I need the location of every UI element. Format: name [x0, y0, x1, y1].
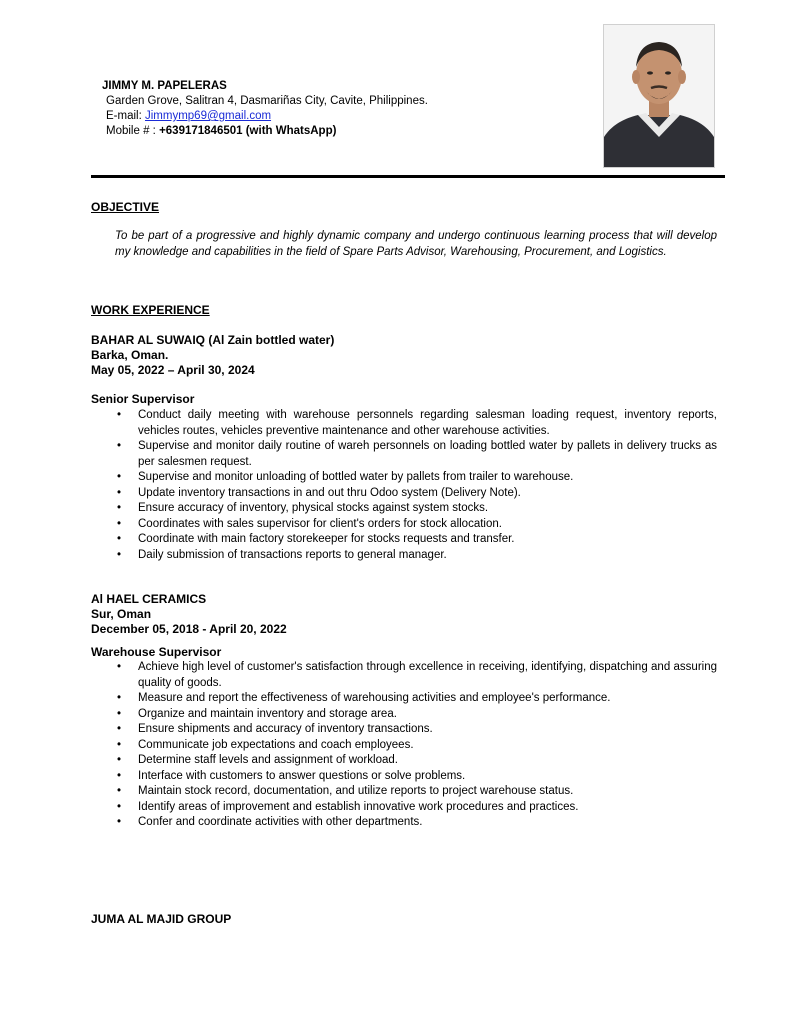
duty-item: • Coordinates with sales supervisor for client's orders for stock allocation.	[115, 517, 717, 533]
duty-item: • Interface with customers to answer questions or solve problems.	[115, 769, 717, 785]
job-1-duties	[115, 408, 717, 563]
mobile-label: Mobile # :	[106, 125, 156, 137]
job-2-location: Sur, Oman	[91, 607, 152, 621]
objective-heading: OBJECTIVE	[91, 200, 160, 214]
email-label: E-mail:	[106, 110, 142, 122]
duty-item: • Organize and maintain inventory and storage area.	[115, 707, 717, 723]
job-2-duties	[115, 660, 717, 831]
address: Garden Grove, Salitran 4, Dasmariñas City, Cavite, Philippines.	[106, 95, 428, 107]
job-2-dates: December 05, 2018 - April 20, 2022	[91, 622, 287, 636]
job-1-role: Senior Supervisor	[91, 392, 195, 406]
duty-item: • Measure and report the effectiveness of warehousing activities and employee's performance.	[115, 691, 717, 707]
header-divider	[91, 175, 725, 178]
duty-item: • Daily submission of transactions reports to general manager.	[115, 548, 717, 564]
duty-item: • Maintain stock record, documentation, and utilize reports to project warehouse status.	[115, 784, 717, 800]
job-3-company: JUMA AL MAJID GROUP	[91, 912, 232, 926]
duty-item: • Ensure shipments and accuracy of inventory transactions.	[115, 722, 717, 738]
duty-item: • Supervise and monitor unloading of bottled water by pallets from trailer to warehouse.	[115, 470, 717, 486]
job-1-location: Barka, Oman.	[91, 348, 169, 362]
duty-item: • Determine staff levels and assignment of workload.	[115, 753, 717, 769]
job-1-dates: May 05, 2022 – April 30, 2024	[91, 363, 255, 377]
duty-item: • Confer and coordinate activities with other departments.	[115, 815, 717, 831]
email-link[interactable]: Jimmymp69@gmail.com	[144, 110, 272, 122]
work-experience-heading: WORK EXPERIENCE	[91, 303, 210, 317]
job-2-role: Warehouse Supervisor	[91, 645, 222, 659]
duty-item: • Identify areas of improvement and establish innovative work procedures and practices.	[115, 800, 717, 816]
duty-item: • Ensure accuracy of inventory, physical stocks against system stocks.	[115, 501, 717, 517]
mobile-number: +639171846501 (with WhatsApp)	[159, 125, 337, 137]
duty-item: • Achieve high level of customer's satisfaction through excellence in receiving, identifying, dispatching and assuring quality of goods.	[115, 660, 717, 691]
profile-photo	[603, 24, 715, 168]
job-2-company: Al HAEL CERAMICS	[91, 592, 207, 606]
duty-item: • Update inventory transactions in and out thru Odoo system (Delivery Note).	[115, 486, 717, 502]
duty-item: • Communicate job expectations and coach employees.	[115, 738, 717, 754]
objective-text: To be part of a progressive and highly dynamic company and undergo continuous learning process that will develop my knowledge and capabilities in the field of Spare Parts Advisor, Warehousing, Procurement, and Logistics.	[115, 230, 717, 258]
email-line	[106, 110, 271, 122]
job-1-company: BAHAR AL SUWAIQ (Al Zain bottled water)	[91, 333, 335, 347]
duty-item: • Coordinate with main factory storekeeper for stocks requests and transfer.	[115, 532, 717, 548]
mobile-line	[106, 125, 336, 137]
applicant-name: JIMMY M. PAPELERAS	[102, 80, 227, 92]
duty-item: • Conduct daily meeting with warehouse personnels regarding salesman loading request, inventory reports, vehicles routes, vehicles preventive maintenance and other warehouse activities.	[115, 408, 717, 439]
duty-item: • Supervise and monitor daily routine of wareh personnels on loading bottled water by pallets in delivery trucks as per salesmen request.	[115, 439, 717, 470]
profile-photo-image	[604, 25, 714, 167]
